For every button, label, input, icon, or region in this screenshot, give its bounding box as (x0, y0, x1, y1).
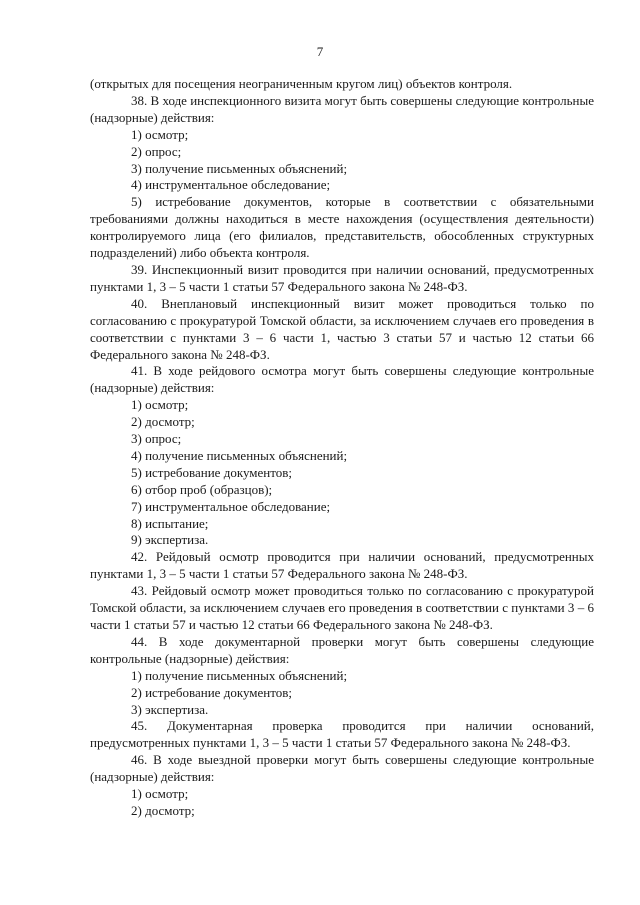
list-item: 5) истребование документов; (131, 464, 292, 480)
document-body (90, 76, 594, 820)
list-item: 2) опрос; (131, 143, 182, 159)
paragraph: 5) истребование документов, которые в соответствии с обязательными требованиями должны находиться в месте нахождения (осуществления деятельности) контролируемого лица (его филиалов, представительств, обособленных структурных подразделений) либо объекта контроля. (90, 194, 594, 261)
paragraph: 40. Внеплановый инспекционный визит может проводиться только по согласованию с прокуратурой Томской области, за исключением случаев его проведения в соответствии с пунктами 3 – 6 части 1, частью 3 статьи 57 и частью 12 статьи 66 Федерального закона № 248-ФЗ. (90, 295, 594, 362)
paragraph: 42. Рейдовый осмотр проводится при наличии оснований, предусмотренных пунктами 1, 3 – 5 части 1 статьи 57 Федерального закона № 248-ФЗ. (90, 549, 594, 582)
list-item: 2) досмотр; (131, 802, 195, 818)
paragraph: 41. В ходе рейдового осмотра могут быть совершены следующие контрольные (надзорные) действия: (90, 363, 594, 396)
list-item: 2) досмотр; (131, 414, 195, 430)
list-item: 9) экспертиза. (131, 532, 209, 548)
list-item: 2) истребование документов; (131, 684, 292, 700)
page-number: 7 (316, 44, 324, 59)
list-item: 1) получение письменных объяснений; (131, 667, 348, 683)
list-item: 3) опрос; (131, 431, 182, 447)
list-item: 1) осмотр; (131, 397, 189, 413)
list-item: 1) осмотр; (131, 126, 189, 142)
list-item: 3) экспертиза. (131, 701, 209, 717)
paragraph: 46. В ходе выездной проверки могут быть совершены следующие контрольные (надзорные) действия: (90, 752, 594, 785)
list-item: 6) отбор проб (образцов); (131, 481, 273, 497)
list-item: 4) инструментальное обследование; (131, 177, 331, 193)
paragraph: (открытых для посещения неограниченным кругом лиц) объектов контроля. (90, 76, 513, 91)
list-item: 1) осмотр; (131, 786, 189, 802)
paragraph: 39. Инспекционный визит проводится при наличии оснований, предусмотренных пунктами 1, 3 – 5 части 1 статьи 57 Федерального закона № 248-ФЗ. (90, 261, 594, 294)
paragraph: 43. Рейдовый осмотр может проводиться только по согласованию с прокуратурой Томской области, за исключением случаев его проведения в соответствии с пунктами 3 – 6 части 1 статьи 57 и частью 12 статьи 66 Федерального закона № 248-ФЗ. (90, 583, 594, 632)
paragraph: 45. Документарная проверка проводится при наличии оснований, предусмотренных пунктами 1, 3 – 5 части 1 статьи 57 Федерального закона № 248-ФЗ. (90, 718, 594, 751)
list-item: 4) получение письменных объяснений; (131, 447, 348, 463)
list-item: 7) инструментальное обследование; (131, 498, 331, 514)
paragraph: 38. В ходе инспекционного визита могут быть совершены следующие контрольные (надзорные) действия: (90, 92, 594, 125)
list-item: 8) испытание; (131, 515, 209, 531)
list-item: 3) получение письменных объяснений; (131, 160, 348, 176)
paragraph: 44. В ходе документарной проверки могут быть совершены следующие контрольные (надзорные) действия: (90, 633, 594, 666)
